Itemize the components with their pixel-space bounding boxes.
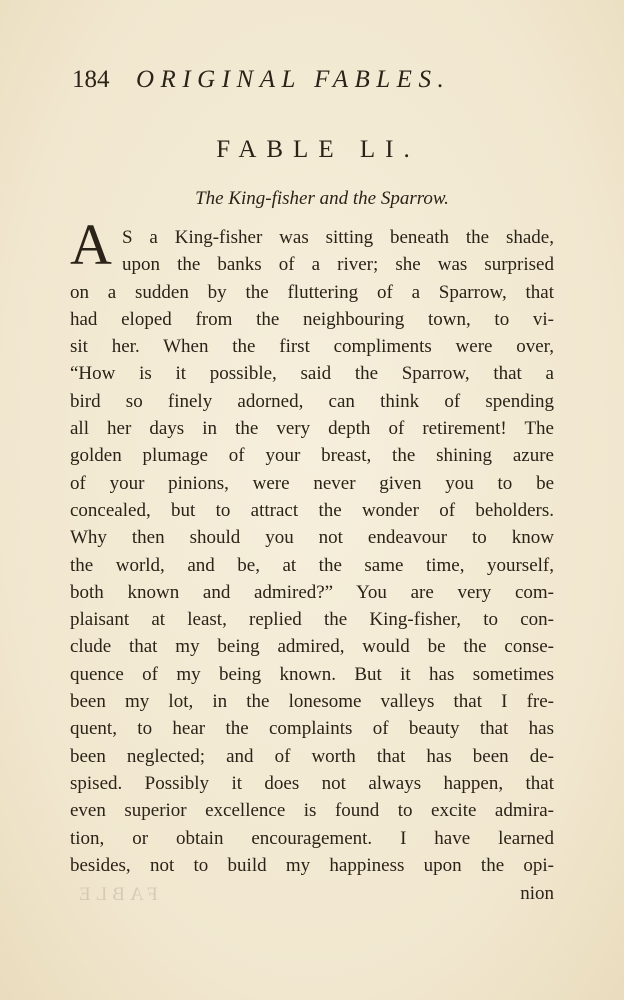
- text-line: spised. Possibly it does not always happen, that: [70, 772, 554, 794]
- text-line: quent, to hear the complaints of beauty that has: [70, 718, 554, 740]
- text-line: been my lot, in the lonesome valleys that I fre-: [70, 691, 554, 713]
- text-line: the world, and be, at the same time, yourself,: [70, 554, 554, 576]
- text-line: plaisant at least, replied the King-fisher, to con-: [70, 609, 554, 631]
- text-line: upon the banks of a river; she was surprised: [122, 254, 554, 276]
- text-line: on a sudden by the fluttering of a Sparrow, that: [70, 281, 554, 303]
- text-line: besides, not to build my happiness upon the opi-: [70, 854, 554, 876]
- fable-heading: FABLE LI.: [216, 136, 420, 163]
- text-line: golden plumage of your breast, the shining azure: [70, 445, 554, 467]
- running-head: [72, 66, 552, 102]
- text-line: all her days in the very depth of retirement! The: [70, 418, 554, 440]
- text-line: even superior excellence is found to excite admira-: [70, 800, 554, 822]
- text-line: clude that my being admired, would be the conse-: [70, 636, 554, 658]
- fable-body: [70, 224, 554, 879]
- text-line: Why then should you not endeavour to know: [70, 527, 554, 549]
- running-title: ORIGINAL FABLES.: [136, 66, 451, 93]
- text-line: quence of my being known. But it has sometimes: [70, 663, 554, 685]
- text-line: of your pinions, were never given you to be: [70, 472, 554, 494]
- show-through-text: FABLE: [74, 884, 158, 905]
- fable-subtitle: The King-fisher and the Sparrow.: [195, 188, 449, 209]
- text-line: been neglected; and of worth that has been de-: [70, 745, 554, 767]
- text-line: bird so finely adorned, can think of spending: [70, 390, 554, 412]
- text-line: had eloped from the neighbouring town, to vi-: [70, 308, 554, 330]
- page-number: 184: [72, 66, 110, 93]
- catchword-row: [70, 883, 554, 911]
- text-line: tion, or obtain encouragement. I have learned: [70, 827, 554, 849]
- catchword: nion: [520, 883, 554, 904]
- text-line: S a King-fisher was sitting beneath the shade,: [122, 227, 554, 248]
- text-line: “How is it possible, said the Sparrow, that a: [70, 363, 554, 385]
- text-line: both known and admired?” You are very com-: [70, 581, 554, 603]
- text-line: sit her. When the first compliments were over,: [70, 336, 554, 358]
- drop-cap: A: [70, 212, 112, 277]
- text-line: concealed, but to attract the wonder of beholders.: [70, 499, 554, 521]
